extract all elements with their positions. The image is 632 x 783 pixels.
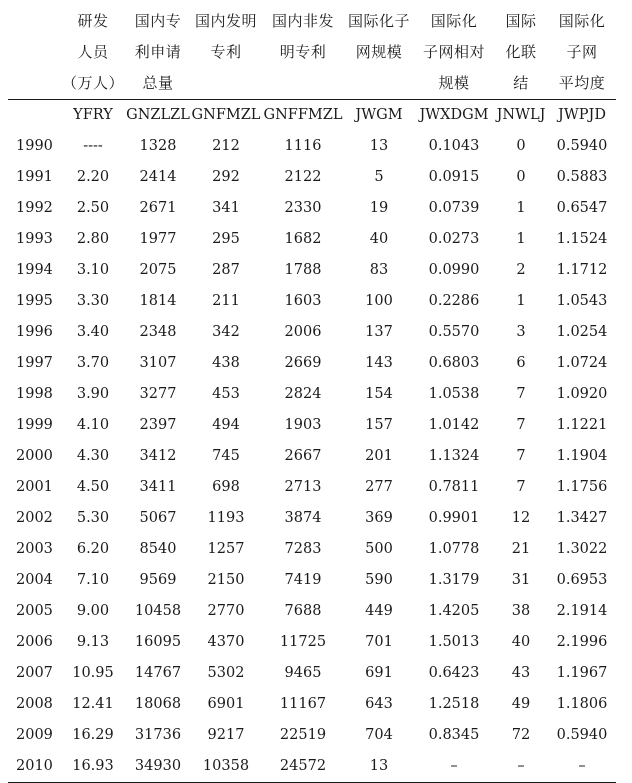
value-cell-gnffmzl: 11167 bbox=[279, 696, 327, 712]
value-cell-yfry: 5.30 bbox=[76, 510, 110, 526]
value-cell-gnfmzl: 5302 bbox=[207, 665, 245, 681]
value-cell-jwxdgm: 0.0739 bbox=[428, 200, 480, 216]
value-cell-gnffmzl: 1603 bbox=[284, 293, 322, 309]
value-cell-jnwlj: 7 bbox=[516, 448, 526, 464]
value-cell-jwgm: 643 bbox=[365, 696, 393, 712]
value-cell-gnffmzl: 1116 bbox=[284, 138, 322, 154]
value-cell-jwgm: 137 bbox=[365, 324, 393, 340]
value-cell-gnfmzl: 2150 bbox=[207, 572, 245, 588]
table-row bbox=[8, 162, 616, 193]
value-cell-jwgm: 691 bbox=[365, 665, 393, 681]
value-cell-jnwlj: 1 bbox=[516, 231, 526, 247]
value-cell-jwgm: 143 bbox=[365, 355, 393, 371]
header-cell-yfry: 人员 bbox=[77, 43, 109, 61]
code-cell-gnffmzl: GNFFMZL bbox=[263, 107, 343, 123]
value-cell-yfry: 16.29 bbox=[72, 727, 114, 743]
code-cell-jwgm: JWGM bbox=[355, 107, 403, 123]
value-cell-jwxdgm: 0.2286 bbox=[428, 293, 480, 309]
year-cell: 2004 bbox=[16, 572, 53, 588]
value-cell-gnzlzl: 3412 bbox=[139, 448, 177, 464]
value-cell-jwgm: 449 bbox=[365, 603, 393, 619]
year-cell: 2008 bbox=[16, 696, 53, 712]
value-cell-jnwlj: 12 bbox=[511, 510, 531, 526]
header-cell-jwgm: 国际化子 bbox=[347, 12, 410, 30]
value-cell-jwxdgm: 0.0915 bbox=[428, 169, 480, 185]
value-cell-jwgm: 590 bbox=[365, 572, 393, 588]
value-cell-jnwlj: 43 bbox=[511, 665, 531, 681]
value-cell-jnwlj: – bbox=[494, 751, 548, 783]
header-cell-jnwlj: 国际 bbox=[505, 12, 537, 30]
value-cell-jnwlj: 49 bbox=[511, 696, 531, 712]
value-cell-gnffmzl: 1903 bbox=[284, 417, 322, 433]
year-cell: 2010 bbox=[8, 751, 60, 783]
value-cell-yfry: 3.40 bbox=[76, 324, 110, 340]
header-line bbox=[8, 68, 616, 100]
year-cell: 2003 bbox=[16, 541, 53, 557]
value-cell-jnwlj: 1 bbox=[516, 293, 526, 309]
value-cell-jwgm: 19 bbox=[369, 200, 389, 216]
code-row bbox=[8, 100, 616, 132]
value-cell-gnzlzl: 3107 bbox=[139, 355, 177, 371]
year-cell: 2000 bbox=[16, 448, 53, 464]
table-row bbox=[8, 689, 616, 720]
header-cell-gnffmzl: 国内非发 bbox=[271, 12, 334, 30]
value-cell-jwgm: 201 bbox=[365, 448, 393, 464]
code-cell-jwxdgm: JWXDGM bbox=[419, 107, 489, 123]
value-cell-gnffmzl: 9465 bbox=[284, 665, 322, 681]
header-cell-gnfmzl bbox=[190, 68, 262, 100]
value-cell-gnzlzl: 3411 bbox=[139, 479, 177, 495]
value-cell-yfry: 9.13 bbox=[76, 634, 110, 650]
table-body bbox=[8, 100, 616, 783]
value-cell-gnzlzl: 2348 bbox=[139, 324, 177, 340]
value-cell-gnfmzl: 287 bbox=[212, 262, 240, 278]
table-header bbox=[8, 0, 616, 100]
value-cell-jnwlj: 72 bbox=[511, 727, 531, 743]
value-cell-jnwlj: 7 bbox=[516, 417, 526, 433]
value-cell-jwpjd: 0.6953 bbox=[556, 572, 608, 588]
year-cell: 2006 bbox=[16, 634, 53, 650]
year-cell: 1993 bbox=[16, 231, 53, 247]
value-cell-gnzlzl: 9569 bbox=[139, 572, 177, 588]
header-cell-jwpjd: 国际化 bbox=[558, 12, 606, 30]
value-cell-jwpjd: – bbox=[548, 751, 616, 783]
value-cell-jnwlj: 7 bbox=[516, 479, 526, 495]
header-cell-jwpjd: 平均度 bbox=[548, 68, 616, 100]
value-cell-jwxdgm: 0.1043 bbox=[428, 138, 480, 154]
value-cell-jwgm: 13 bbox=[369, 138, 389, 154]
value-cell-gnfmzl: 212 bbox=[212, 138, 240, 154]
header-cell-yfry: 研发 bbox=[77, 12, 109, 30]
table-row bbox=[8, 441, 616, 472]
value-cell-gnfmzl: 342 bbox=[212, 324, 240, 340]
header-cell-jwxdgm: 国际化 bbox=[430, 12, 478, 30]
value-cell-jwxdgm: 0.5570 bbox=[428, 324, 480, 340]
value-cell-jwxdgm: – bbox=[414, 751, 494, 783]
header-cell-jwxdgm: 子网相对 bbox=[422, 43, 485, 61]
table-row bbox=[8, 627, 616, 658]
data-table bbox=[8, 0, 616, 783]
header-cell-gnzlzl: 利申请 bbox=[134, 43, 182, 61]
year-cell: 2001 bbox=[16, 479, 53, 495]
value-cell-jwpjd: 1.1904 bbox=[556, 448, 608, 464]
header-cell-gnffmzl bbox=[262, 68, 344, 100]
value-cell-gnffmzl: 2713 bbox=[284, 479, 322, 495]
value-cell-jwpjd: 1.1806 bbox=[556, 696, 608, 712]
value-cell-jwgm: 100 bbox=[365, 293, 393, 309]
value-cell-jwpjd: 1.0724 bbox=[556, 355, 608, 371]
header-cell-year bbox=[8, 37, 60, 68]
value-cell-jwpjd: 0.5883 bbox=[556, 169, 608, 185]
value-cell-jwxdgm: 0.6803 bbox=[428, 355, 480, 371]
value-cell-jwgm: 154 bbox=[365, 386, 393, 402]
value-cell-jnwlj: 0 bbox=[516, 169, 526, 185]
value-cell-jwpjd: 2.1914 bbox=[556, 603, 608, 619]
value-cell-jwxdgm: 1.4205 bbox=[428, 603, 480, 619]
value-cell-jwxdgm: 1.2518 bbox=[428, 696, 480, 712]
value-cell-jwxdgm: 0.8345 bbox=[428, 727, 480, 743]
value-cell-jnwlj: 2 bbox=[516, 262, 526, 278]
value-cell-jwxdgm: 0.0990 bbox=[428, 262, 480, 278]
value-cell-gnffmzl: 2006 bbox=[284, 324, 322, 340]
header-cell-jwgm: 网规模 bbox=[355, 43, 403, 61]
value-cell-jwgm: 704 bbox=[365, 727, 393, 743]
value-cell-jwpjd: 1.1524 bbox=[556, 231, 608, 247]
value-cell-jwxdgm: 0.6423 bbox=[428, 665, 480, 681]
table-row bbox=[8, 286, 616, 317]
table-row bbox=[8, 348, 616, 379]
value-cell-jwgm: 83 bbox=[369, 262, 389, 278]
value-cell-gnffmzl: 2667 bbox=[284, 448, 322, 464]
year-cell: 1994 bbox=[16, 262, 53, 278]
value-cell-jwxdgm: 1.0778 bbox=[428, 541, 480, 557]
value-cell-jnwlj: 38 bbox=[511, 603, 531, 619]
value-cell-gnzlzl: 2414 bbox=[139, 169, 177, 185]
value-cell-yfry: ---- bbox=[83, 138, 103, 154]
value-cell-gnffmzl: 2122 bbox=[284, 169, 322, 185]
table-row bbox=[8, 720, 616, 751]
value-cell-jwxdgm: 1.1324 bbox=[428, 448, 480, 464]
value-cell-gnffmzl: 24572 bbox=[262, 751, 344, 783]
value-cell-gnffmzl: 1788 bbox=[284, 262, 322, 278]
code-cell-jnwlj: JNWLJ bbox=[496, 107, 546, 123]
table-row bbox=[8, 751, 616, 783]
year-cell: 1995 bbox=[16, 293, 53, 309]
value-cell-yfry: 3.70 bbox=[76, 355, 110, 371]
value-cell-gnfmzl: 438 bbox=[212, 355, 240, 371]
value-cell-jwgm: 5 bbox=[374, 169, 384, 185]
value-cell-gnfmzl: 10358 bbox=[190, 751, 262, 783]
table-row bbox=[8, 658, 616, 689]
header-cell-jnwlj: 结 bbox=[494, 68, 548, 100]
table-row bbox=[8, 534, 616, 565]
table-row bbox=[8, 379, 616, 410]
value-cell-jnwlj: 21 bbox=[511, 541, 531, 557]
year-cell: 2007 bbox=[16, 665, 53, 681]
value-cell-jwpjd: 1.0920 bbox=[556, 386, 608, 402]
value-cell-jnwlj: 1 bbox=[516, 200, 526, 216]
value-cell-jwgm: 701 bbox=[365, 634, 393, 650]
header-cell-gnfmzl: 国内发明 bbox=[194, 12, 257, 30]
value-cell-gnfmzl: 6901 bbox=[207, 696, 245, 712]
value-cell-gnffmzl: 1682 bbox=[284, 231, 322, 247]
year-cell: 1991 bbox=[16, 169, 53, 185]
value-cell-gnzlzl: 1814 bbox=[139, 293, 177, 309]
value-cell-jwpjd: 0.6547 bbox=[556, 200, 608, 216]
value-cell-jwgm: 369 bbox=[365, 510, 393, 526]
value-cell-gnfmzl: 698 bbox=[212, 479, 240, 495]
value-cell-gnfmzl: 4370 bbox=[207, 634, 245, 650]
value-cell-jwgm: 40 bbox=[369, 231, 389, 247]
value-cell-gnfmzl: 292 bbox=[212, 169, 240, 185]
value-cell-jwgm: 500 bbox=[365, 541, 393, 557]
value-cell-yfry: 3.10 bbox=[76, 262, 110, 278]
year-cell: 1998 bbox=[16, 386, 53, 402]
value-cell-jwpjd: 0.5940 bbox=[556, 727, 608, 743]
header-cell-jwgm bbox=[344, 68, 414, 100]
year-cell: 2009 bbox=[16, 727, 53, 743]
value-cell-gnzlzl: 1977 bbox=[139, 231, 177, 247]
value-cell-gnzlzl: 2671 bbox=[139, 200, 177, 216]
value-cell-gnfmzl: 745 bbox=[212, 448, 240, 464]
value-cell-gnfmzl: 9217 bbox=[207, 727, 245, 743]
year-cell: 1990 bbox=[16, 138, 53, 154]
value-cell-jnwlj: 40 bbox=[511, 634, 531, 650]
header-cell-gnzlzl: 总量 bbox=[126, 68, 190, 100]
code-cell-gnzlzl: GNZLZL bbox=[126, 107, 190, 123]
value-cell-gnfmzl: 1257 bbox=[207, 541, 245, 557]
value-cell-jwpjd: 1.1967 bbox=[556, 665, 608, 681]
value-cell-jwxdgm: 1.0538 bbox=[428, 386, 480, 402]
header-cell-jwpjd: 子网 bbox=[566, 43, 598, 61]
value-cell-jwpjd: 1.1712 bbox=[556, 262, 608, 278]
value-cell-jwxdgm: 1.0142 bbox=[428, 417, 480, 433]
value-cell-jnwlj: 31 bbox=[511, 572, 531, 588]
table-row bbox=[8, 224, 616, 255]
year-cell: 1992 bbox=[16, 200, 53, 216]
code-cell-gnfmzl: GNFMZL bbox=[191, 107, 261, 123]
code-cell-year bbox=[8, 100, 60, 132]
header-line bbox=[8, 37, 616, 68]
value-cell-jwgm: 13 bbox=[344, 751, 414, 783]
value-cell-jwxdgm: 0.0273 bbox=[428, 231, 480, 247]
value-cell-gnfmzl: 211 bbox=[212, 293, 240, 309]
table-row bbox=[8, 565, 616, 596]
value-cell-yfry: 2.80 bbox=[76, 231, 110, 247]
year-cell: 1997 bbox=[16, 355, 53, 371]
value-cell-yfry: 12.41 bbox=[72, 696, 114, 712]
value-cell-gnzlzl: 3277 bbox=[139, 386, 177, 402]
value-cell-jwpjd: 2.1996 bbox=[556, 634, 608, 650]
value-cell-gnfmzl: 341 bbox=[212, 200, 240, 216]
value-cell-gnzlzl: 18068 bbox=[134, 696, 182, 712]
year-cell: 1999 bbox=[16, 417, 53, 433]
value-cell-gnffmzl: 7283 bbox=[284, 541, 322, 557]
value-cell-yfry: 10.95 bbox=[72, 665, 114, 681]
table-row bbox=[8, 255, 616, 286]
value-cell-jwpjd: 1.0543 bbox=[556, 293, 608, 309]
year-cell: 1996 bbox=[16, 324, 53, 340]
year-cell: 2002 bbox=[16, 510, 53, 526]
value-cell-gnzlzl: 34930 bbox=[126, 751, 190, 783]
value-cell-jwpjd: 1.3427 bbox=[556, 510, 608, 526]
value-cell-jwpjd: 1.1221 bbox=[556, 417, 608, 433]
value-cell-gnffmzl: 3874 bbox=[284, 510, 322, 526]
value-cell-gnzlzl: 14767 bbox=[134, 665, 182, 681]
value-cell-jwxdgm: 0.9901 bbox=[428, 510, 480, 526]
value-cell-yfry: 9.00 bbox=[76, 603, 110, 619]
header-line bbox=[8, 0, 616, 37]
year-cell: 2005 bbox=[16, 603, 53, 619]
value-cell-jnwlj: 0 bbox=[516, 138, 526, 154]
value-cell-yfry: 2.20 bbox=[76, 169, 110, 185]
value-cell-gnffmzl: 2824 bbox=[284, 386, 322, 402]
value-cell-gnffmzl: 7419 bbox=[284, 572, 322, 588]
value-cell-gnfmzl: 453 bbox=[212, 386, 240, 402]
code-cell-yfry: YFRY bbox=[73, 107, 113, 123]
table-row bbox=[8, 410, 616, 441]
header-cell-year bbox=[8, 0, 60, 37]
value-cell-jwpjd: 0.5940 bbox=[556, 138, 608, 154]
value-cell-gnzlzl: 1328 bbox=[139, 138, 177, 154]
value-cell-gnffmzl: 2330 bbox=[284, 200, 322, 216]
value-cell-yfry: 3.30 bbox=[76, 293, 110, 309]
value-cell-yfry: 4.50 bbox=[76, 479, 110, 495]
value-cell-gnzlzl: 31736 bbox=[134, 727, 182, 743]
value-cell-jwpjd: 1.1756 bbox=[556, 479, 608, 495]
value-cell-yfry: 3.90 bbox=[76, 386, 110, 402]
header-cell-gnfmzl: 专利 bbox=[210, 43, 242, 61]
value-cell-yfry: 2.50 bbox=[76, 200, 110, 216]
value-cell-jnwlj: 3 bbox=[516, 324, 526, 340]
value-cell-jwxdgm: 0.7811 bbox=[428, 479, 480, 495]
value-cell-yfry: 7.10 bbox=[76, 572, 110, 588]
value-cell-yfry: 4.30 bbox=[76, 448, 110, 464]
value-cell-gnzlzl: 2075 bbox=[139, 262, 177, 278]
value-cell-jwxdgm: 1.3179 bbox=[428, 572, 480, 588]
value-cell-gnffmzl: 7688 bbox=[284, 603, 322, 619]
table-row bbox=[8, 317, 616, 348]
header-cell-year bbox=[8, 68, 60, 100]
value-cell-jwxdgm: 1.5013 bbox=[428, 634, 480, 650]
header-cell-jnwlj: 化联 bbox=[505, 43, 537, 61]
table-row bbox=[8, 503, 616, 534]
value-cell-yfry: 16.93 bbox=[60, 751, 126, 783]
table-row bbox=[8, 131, 616, 162]
value-cell-yfry: 6.20 bbox=[76, 541, 110, 557]
value-cell-gnfmzl: 1193 bbox=[207, 510, 245, 526]
value-cell-gnfmzl: 2770 bbox=[207, 603, 245, 619]
value-cell-gnffmzl: 22519 bbox=[279, 727, 327, 743]
header-cell-jwxdgm: 规模 bbox=[414, 68, 494, 100]
value-cell-jnwlj: 7 bbox=[516, 386, 526, 402]
header-cell-gnffmzl: 明专利 bbox=[279, 43, 327, 61]
value-cell-yfry: 4.10 bbox=[76, 417, 110, 433]
value-cell-jwgm: 277 bbox=[365, 479, 393, 495]
value-cell-gnzlzl: 10458 bbox=[134, 603, 182, 619]
value-cell-gnffmzl: 11725 bbox=[279, 634, 327, 650]
table-row bbox=[8, 472, 616, 503]
value-cell-gnzlzl: 5067 bbox=[139, 510, 177, 526]
value-cell-gnffmzl: 2669 bbox=[284, 355, 322, 371]
table-row bbox=[8, 193, 616, 224]
value-cell-gnfmzl: 494 bbox=[212, 417, 240, 433]
header-cell-yfry: （万人） bbox=[60, 68, 126, 100]
value-cell-jwgm: 157 bbox=[365, 417, 393, 433]
value-cell-gnzlzl: 8540 bbox=[139, 541, 177, 557]
code-cell-jwpjd: JWPJD bbox=[558, 107, 606, 123]
value-cell-gnzlzl: 16095 bbox=[134, 634, 182, 650]
table-row bbox=[8, 596, 616, 627]
header-cell-gnzlzl: 国内专 bbox=[134, 12, 182, 30]
value-cell-jwpjd: 1.3022 bbox=[556, 541, 608, 557]
value-cell-jwpjd: 1.0254 bbox=[556, 324, 608, 340]
value-cell-gnzlzl: 2397 bbox=[139, 417, 177, 433]
value-cell-gnfmzl: 295 bbox=[212, 231, 240, 247]
value-cell-jnwlj: 6 bbox=[516, 355, 526, 371]
